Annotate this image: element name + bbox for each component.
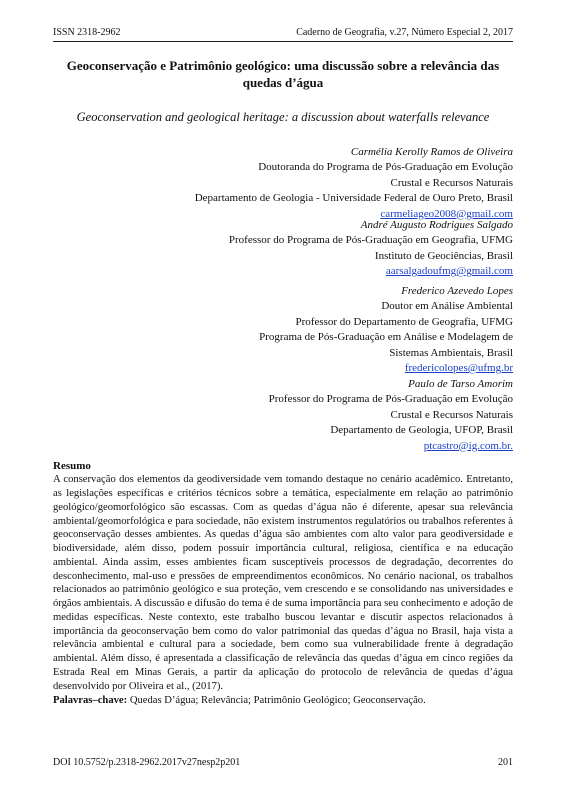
keywords-label: Palavras–chave: xyxy=(53,694,128,706)
affiliation-line: Sistemas Ambientais, Brasil xyxy=(389,346,513,359)
journal-citation: Caderno de Geografia, v.27, Número Especial 2, 2017 xyxy=(296,27,513,38)
affiliation-line: Crustal e Recursos Naturais xyxy=(390,408,513,421)
affiliation-line: Programa de Pós-Graduação em Análise e Modelagem de xyxy=(259,331,513,344)
keywords: Quedas D’água; Relevância; Patrimônio Geológico; Geoconservação. xyxy=(129,694,426,706)
author-name: Paulo de Tarso Amorim xyxy=(408,378,513,390)
author-email-link[interactable]: fredericolopes@ufmg.br xyxy=(404,361,513,374)
author-name: Carmélia Kerolly Ramos de Oliveira xyxy=(350,146,513,158)
author-block-3 xyxy=(259,284,513,376)
affiliation-line: Doutor em Análise Ambiental xyxy=(381,300,513,313)
author-email-link[interactable]: ptcastro@ig.com.br. xyxy=(423,439,513,452)
affiliation-line: Professor do Departamento de Geografia, UFMG xyxy=(295,315,513,328)
page-number: 201 xyxy=(498,757,513,768)
page-header xyxy=(53,27,513,42)
abstract-heading: Resumo xyxy=(53,460,91,472)
paper-subtitle: Geoconservation and geological heritage: a discussion about waterfalls relevance xyxy=(76,110,490,124)
author-name: André Augusto Rodrigues Salgado xyxy=(360,219,513,231)
author-block-4 xyxy=(269,377,513,454)
paper-title: Geoconservação e Patrimônio geológico: uma discussão sobre a relevância das quedas d’água xyxy=(66,58,500,90)
author-name: Frederico Azevedo Lopes xyxy=(401,285,513,297)
keywords-line xyxy=(53,694,513,708)
affiliation-line: Departamento de Geologia, UFOP, Brasil xyxy=(330,424,513,437)
abstract-text: A conservação dos elementos da geodiversidade vem tomando destaque no cenário acadêmico. Entretanto, as legislações específicas e critérios técnicos sobre a temática, especialmente em relação ao patrimônio geológico/geomorfológico são escassas. Com as quedas d’água não é diferente, apesar sua relevância ambiental/geomorfológica e para sociedade, não existem instrumentos regulatórios ou trabalhos referentes à geoconservação desses ambientes. As quedas d’água são ambientes com alto valor para geodiversidade e biodiversidade, além disso, podem possuir importância cultural, religiosa, científica e na educação ambiental. Ainda assim, esses ambientes ficam susceptíveis processos de degradação, decorrentes do desconhecimento, mal-uso e pressões de empreendimentos econômicos. No cenário nacional, os trabalhos relacionados ao patrimônio geológico e sua proteção, vem crescendo e se consolidando nas universidades e órgãos ambientais. A discussão e difusão do tema é de suma importância para seu conhecimento e adoção de medidas específicas. Neste contexto, este trabalho buscou levantar e discutir aspectos relacionados à importância da geoconservação bem como do valor patrimonial das quedas d’água no Brasil, haja vista a relevância ambiental e cultural para a sociedade, bem como sua vulnerabilidade frente à degradação ambiental. Além disso, é apresentada a classificação de relevância das quedas d’água em cinco regiões da Estrada Real em Minas Gerais, a partir da aplicação do protocolo de relevância de quedas d’água desenvolvido por Oliveira et al., (2017). xyxy=(53,474,513,692)
affiliation-line: Crustal e Recursos Naturais xyxy=(390,176,513,189)
doi: DOI 10.5752/p.2318-2962.2017v27nesp2p201 xyxy=(53,757,241,768)
author-email-link[interactable]: carmeliageo2008@gmail.com xyxy=(380,207,513,220)
abstract-section xyxy=(53,459,513,707)
issn: ISSN 2318-2962 xyxy=(53,27,121,38)
author-block-1 xyxy=(195,145,513,222)
author-email-link[interactable]: aarsalgadoufmg@gmail.com xyxy=(385,265,513,278)
page-footer xyxy=(53,757,513,768)
affiliation-line: Professor do Programa de Pós-Graduação em Evolução xyxy=(268,393,513,406)
affiliation-line: Professor do Programa de Pós-Graduação em Geografia, UFMG xyxy=(228,234,513,247)
affiliation-line: Doutoranda do Programa de Pós-Graduação em Evolução xyxy=(258,161,513,174)
affiliation-line: Instituto de Geociências, Brasil xyxy=(374,249,513,262)
affiliation-line: Departamento de Geologia - Universidade Federal de Ouro Preto, Brasil xyxy=(194,192,513,205)
author-block-2 xyxy=(229,218,513,280)
